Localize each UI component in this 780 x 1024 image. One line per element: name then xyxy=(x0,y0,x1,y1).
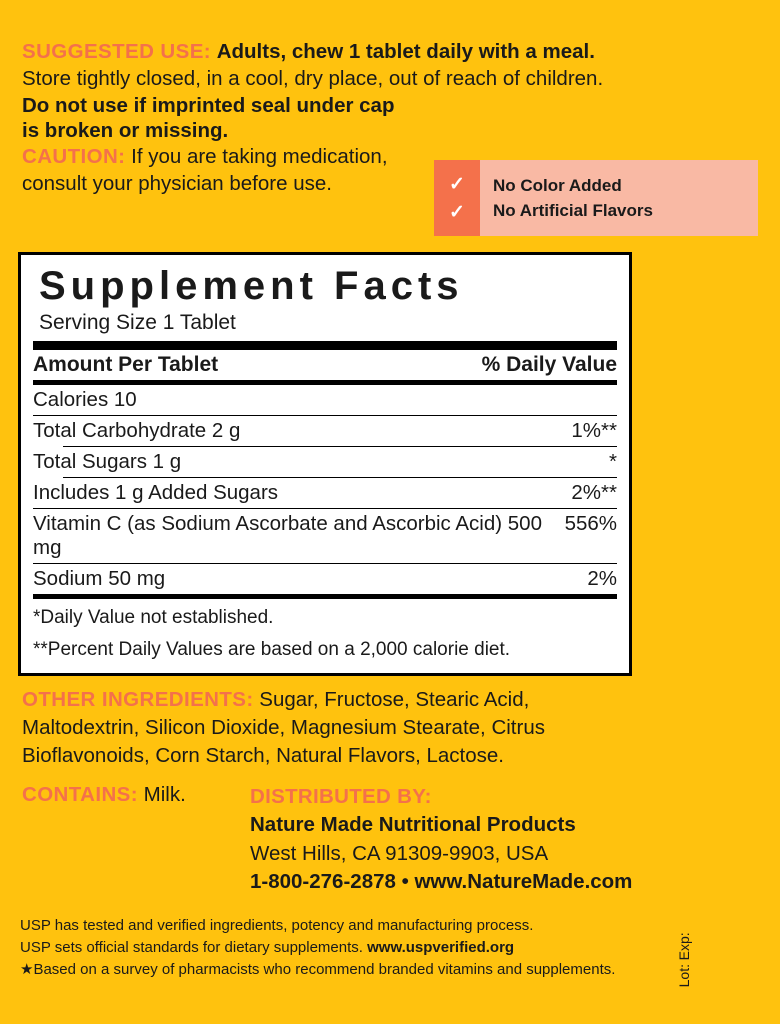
distributed-by-block xyxy=(250,783,750,896)
pharmacist-survey-note: ★Based on a survey of pharmacists who recommend branded vitamins and supplements. xyxy=(20,960,616,978)
table-row xyxy=(33,385,617,415)
nutrient-value: * xyxy=(609,450,617,474)
nutrient-value: 2% xyxy=(587,567,617,591)
usp-tested-note: USP has tested and verified ingredients, potency and manufacturing process. xyxy=(20,917,534,934)
usp-standards-note xyxy=(20,937,660,959)
claims-badge xyxy=(434,160,758,236)
seal-warning-line1: Do not use if imprinted seal under cap xyxy=(22,93,395,117)
claims-check-column xyxy=(434,160,480,236)
suggested-use-label: SUGGESTED USE: xyxy=(22,40,211,63)
contains-text: Milk. xyxy=(143,783,186,806)
table-row xyxy=(33,447,617,477)
other-ingredients-text: Sugar, Fructose, Stearic Acid, Maltodextrin, Silicon Dioxide, Magnesium Stearate, Citrus Bioflavonoids, Corn Starch, Natural Flavors, Lactose. xyxy=(22,688,545,767)
contains-label: CONTAINS: xyxy=(22,783,138,806)
nutrition-rows xyxy=(33,416,617,446)
nutrition-rows xyxy=(33,564,617,594)
usp-verified-link[interactable]: www.uspverified.org xyxy=(367,938,515,956)
nutrition-rows xyxy=(33,478,617,508)
nutrient-value: 1%** xyxy=(571,419,617,443)
divider-thick xyxy=(33,341,617,350)
claims-text-column xyxy=(480,160,758,236)
company-contact[interactable]: 1-800-276-2878 • www.NatureMade.com xyxy=(250,869,633,893)
nutrient-name: Vitamin C (as Sodium Ascorbate and Ascorbic Acid) 500 mg xyxy=(33,512,542,560)
caution-label: CAUTION: xyxy=(22,144,126,168)
table-row xyxy=(33,564,617,594)
claim-item: No Color Added xyxy=(493,175,622,195)
caution-text1: If you are taking medication, xyxy=(131,144,388,168)
table-header-row xyxy=(33,350,617,380)
nutrient-name: Total Sugars 1 g xyxy=(33,450,182,474)
nutrition-table xyxy=(33,350,617,380)
other-ingredients-label: OTHER INGREDIENTS: xyxy=(22,688,254,711)
footnotes-block xyxy=(20,915,660,980)
supplement-facts-panel xyxy=(18,252,632,676)
footnote-daily-value: *Daily Value not established. xyxy=(33,607,274,629)
storage-line: Store tightly closed, in a cool, dry place, out of reach of children. xyxy=(22,67,604,91)
other-ingredients-block xyxy=(22,686,642,770)
nutrient-name: Includes 1 g Added Sugars xyxy=(33,481,279,505)
suggested-use-line xyxy=(22,38,595,65)
exp-label: Exp: xyxy=(676,932,692,961)
nutrition-rows xyxy=(33,447,617,477)
check-icon: ✓ xyxy=(449,173,465,195)
col-header-amount: Amount Per Tablet xyxy=(33,353,219,377)
nutrient-name: Total Carbohydrate 2 g xyxy=(33,419,241,443)
caution-line1 xyxy=(22,143,442,170)
claim-item: No Artificial Flavors xyxy=(493,200,653,220)
company-name: Nature Made Nutritional Products xyxy=(250,813,576,837)
lot-label: Lot: xyxy=(676,964,692,988)
nutrition-rows xyxy=(33,385,617,415)
nutrient-name: Sodium 50 mg xyxy=(33,567,166,591)
check-icon: ✓ xyxy=(449,201,465,223)
nutrition-rows xyxy=(33,509,617,563)
company-address: West Hills, CA 91309-9903, USA xyxy=(250,841,549,865)
nutrient-value: 556% xyxy=(564,512,617,536)
serving-size: Serving Size 1 Tablet xyxy=(39,311,236,335)
lot-exp-block xyxy=(676,932,694,987)
divider-mid xyxy=(33,594,617,599)
table-row xyxy=(33,416,617,446)
supplement-facts-title: Supplement Facts xyxy=(39,264,464,308)
col-header-dv: % Daily Value xyxy=(481,353,617,377)
nutrient-value: 2%** xyxy=(571,481,617,505)
footnote-percent-dv: **Percent Daily Values are based on a 2,000 calorie diet. xyxy=(33,639,511,661)
seal-warning-line2: is broken or missing. xyxy=(22,118,229,142)
suggested-use-text: Adults, chew 1 tablet daily with a meal. xyxy=(216,40,595,63)
table-row xyxy=(33,509,617,563)
table-row xyxy=(33,478,617,508)
distributed-by-label: DISTRIBUTED BY: xyxy=(250,785,432,808)
nutrient-name: Calories 10 xyxy=(33,388,137,412)
caution-line2: consult your physician before use. xyxy=(22,172,332,196)
usp-standards-text: USP sets official standards for dietary supplements. xyxy=(20,938,363,956)
